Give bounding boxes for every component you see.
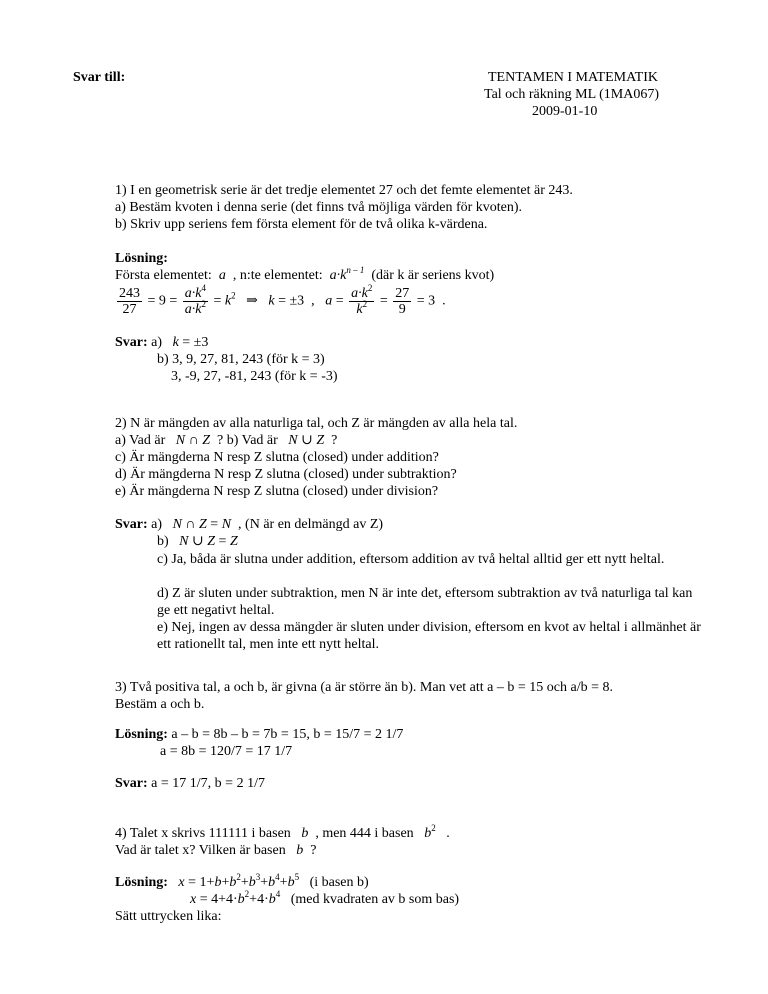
q2-answer-c: c) Ja, båda är slutna under addition, eftersom addition av två heltal alltid ger ett nytt heltal.	[157, 552, 665, 567]
q1-equation: $\frac{243}{27}$ = 9 = $\frac{a\cdot k^4}{a\cdot k^2}$ = $k^2$ ⇒ k = ±3 , a = $\frac{a\cdot k^2}{k^2}$ = $\frac{27}{9}$ = 3 .	[119, 283, 446, 317]
answer-heading: Svar till:	[73, 70, 126, 85]
q3-question: 3) Två positiva tal, a och b, är givna (a är större än b). Man vet att a – b = 15 och a/b = 8. Bestäm a och b.	[115, 680, 613, 712]
q4-question: 4) Talet x skrivs 111111 i basen b , men 444 i basen $b^2$ . Vad är talet x? Vilken är basen b ?	[115, 823, 450, 858]
exam-title: TENTAMEN I MATEMATIK	[488, 70, 658, 85]
q3-solution: Lösning: a – b = 8b – b = 7b = 15, b = 15/7 = 2 1/7 a = 8b = 120/7 = 17 1/7	[115, 727, 404, 759]
exam-date: 2009-01-10	[532, 104, 598, 119]
q1-solution: Lösning: Första elementet: a , n:te elementet: $a\cdot k^{n - 1}$ (där k är seriens kvot) $\frac{243}{27}$ = 9 = $\frac{a\cdot k^4}{a\cdot k^2}$ = $k^2$ ⇒ k = ±3 , a = $\frac{a\cdot k^2}{k^2}$ = $\frac{27}{9}$ = 3 .	[115, 251, 495, 317]
q2-answer-e: e) Nej, ingen av dessa mängder är sluten under division, eftersom en kvot av heltal i allmänhet är ett rationellt tal, men inte ett nytt heltal.	[157, 620, 701, 652]
q4-solution: Lösning: $x = 1+b+b^2+b^3+b^4+b^5$ (i basen b) $x = 4+4\cdot b^2+4\cdot b^4$ (med kvadraten av b som bas) Sätt uttrycken lika:	[115, 872, 460, 924]
q1-question: 1) I en geometrisk serie är det tredje elementet 27 och det femte elementet är 243. a) Bestäm kvoten i denna serie (det finns två möjliga värden för kvoten). b) Skriv upp seriens fem första element för de två olika k-värdena.	[115, 183, 573, 232]
q2-answer-d: d) Z är sluten under subtraktion, men N är inte det, eftersom subtraktion av två naturliga tal kan ge ett negativt heltal.	[157, 586, 693, 618]
q2-answer: Svar: a) N ∩ Z = N , (N är en delmängd av Z) b) N ∪ Z = Z	[115, 517, 384, 549]
q2-question: 2) N är mängden av alla naturliga tal, och Z är mängden av alla hela tal. a) Vad är N ∩ Z ? b) Vad är N ∪ Z ? c) Är mängderna N resp Z slutna (closed) under addition? d) Är mängderna N resp Z slutna (closed) under subtraktion? e) Är mängderna N resp Z slutna (closed) under division?	[115, 416, 518, 499]
q3-answer: Svar: a = 17 1/7, b = 2 1/7	[115, 776, 265, 791]
q1-answer: Svar: a) k = ±3 b) 3, 9, 27, 81, 243 (för k = 3) 3, -9, 27, -81, 243 (för k = -3)	[115, 335, 338, 384]
exam-header	[480, 69, 659, 120]
course-name: Tal och räkning ML (1MA067)	[484, 87, 660, 102]
